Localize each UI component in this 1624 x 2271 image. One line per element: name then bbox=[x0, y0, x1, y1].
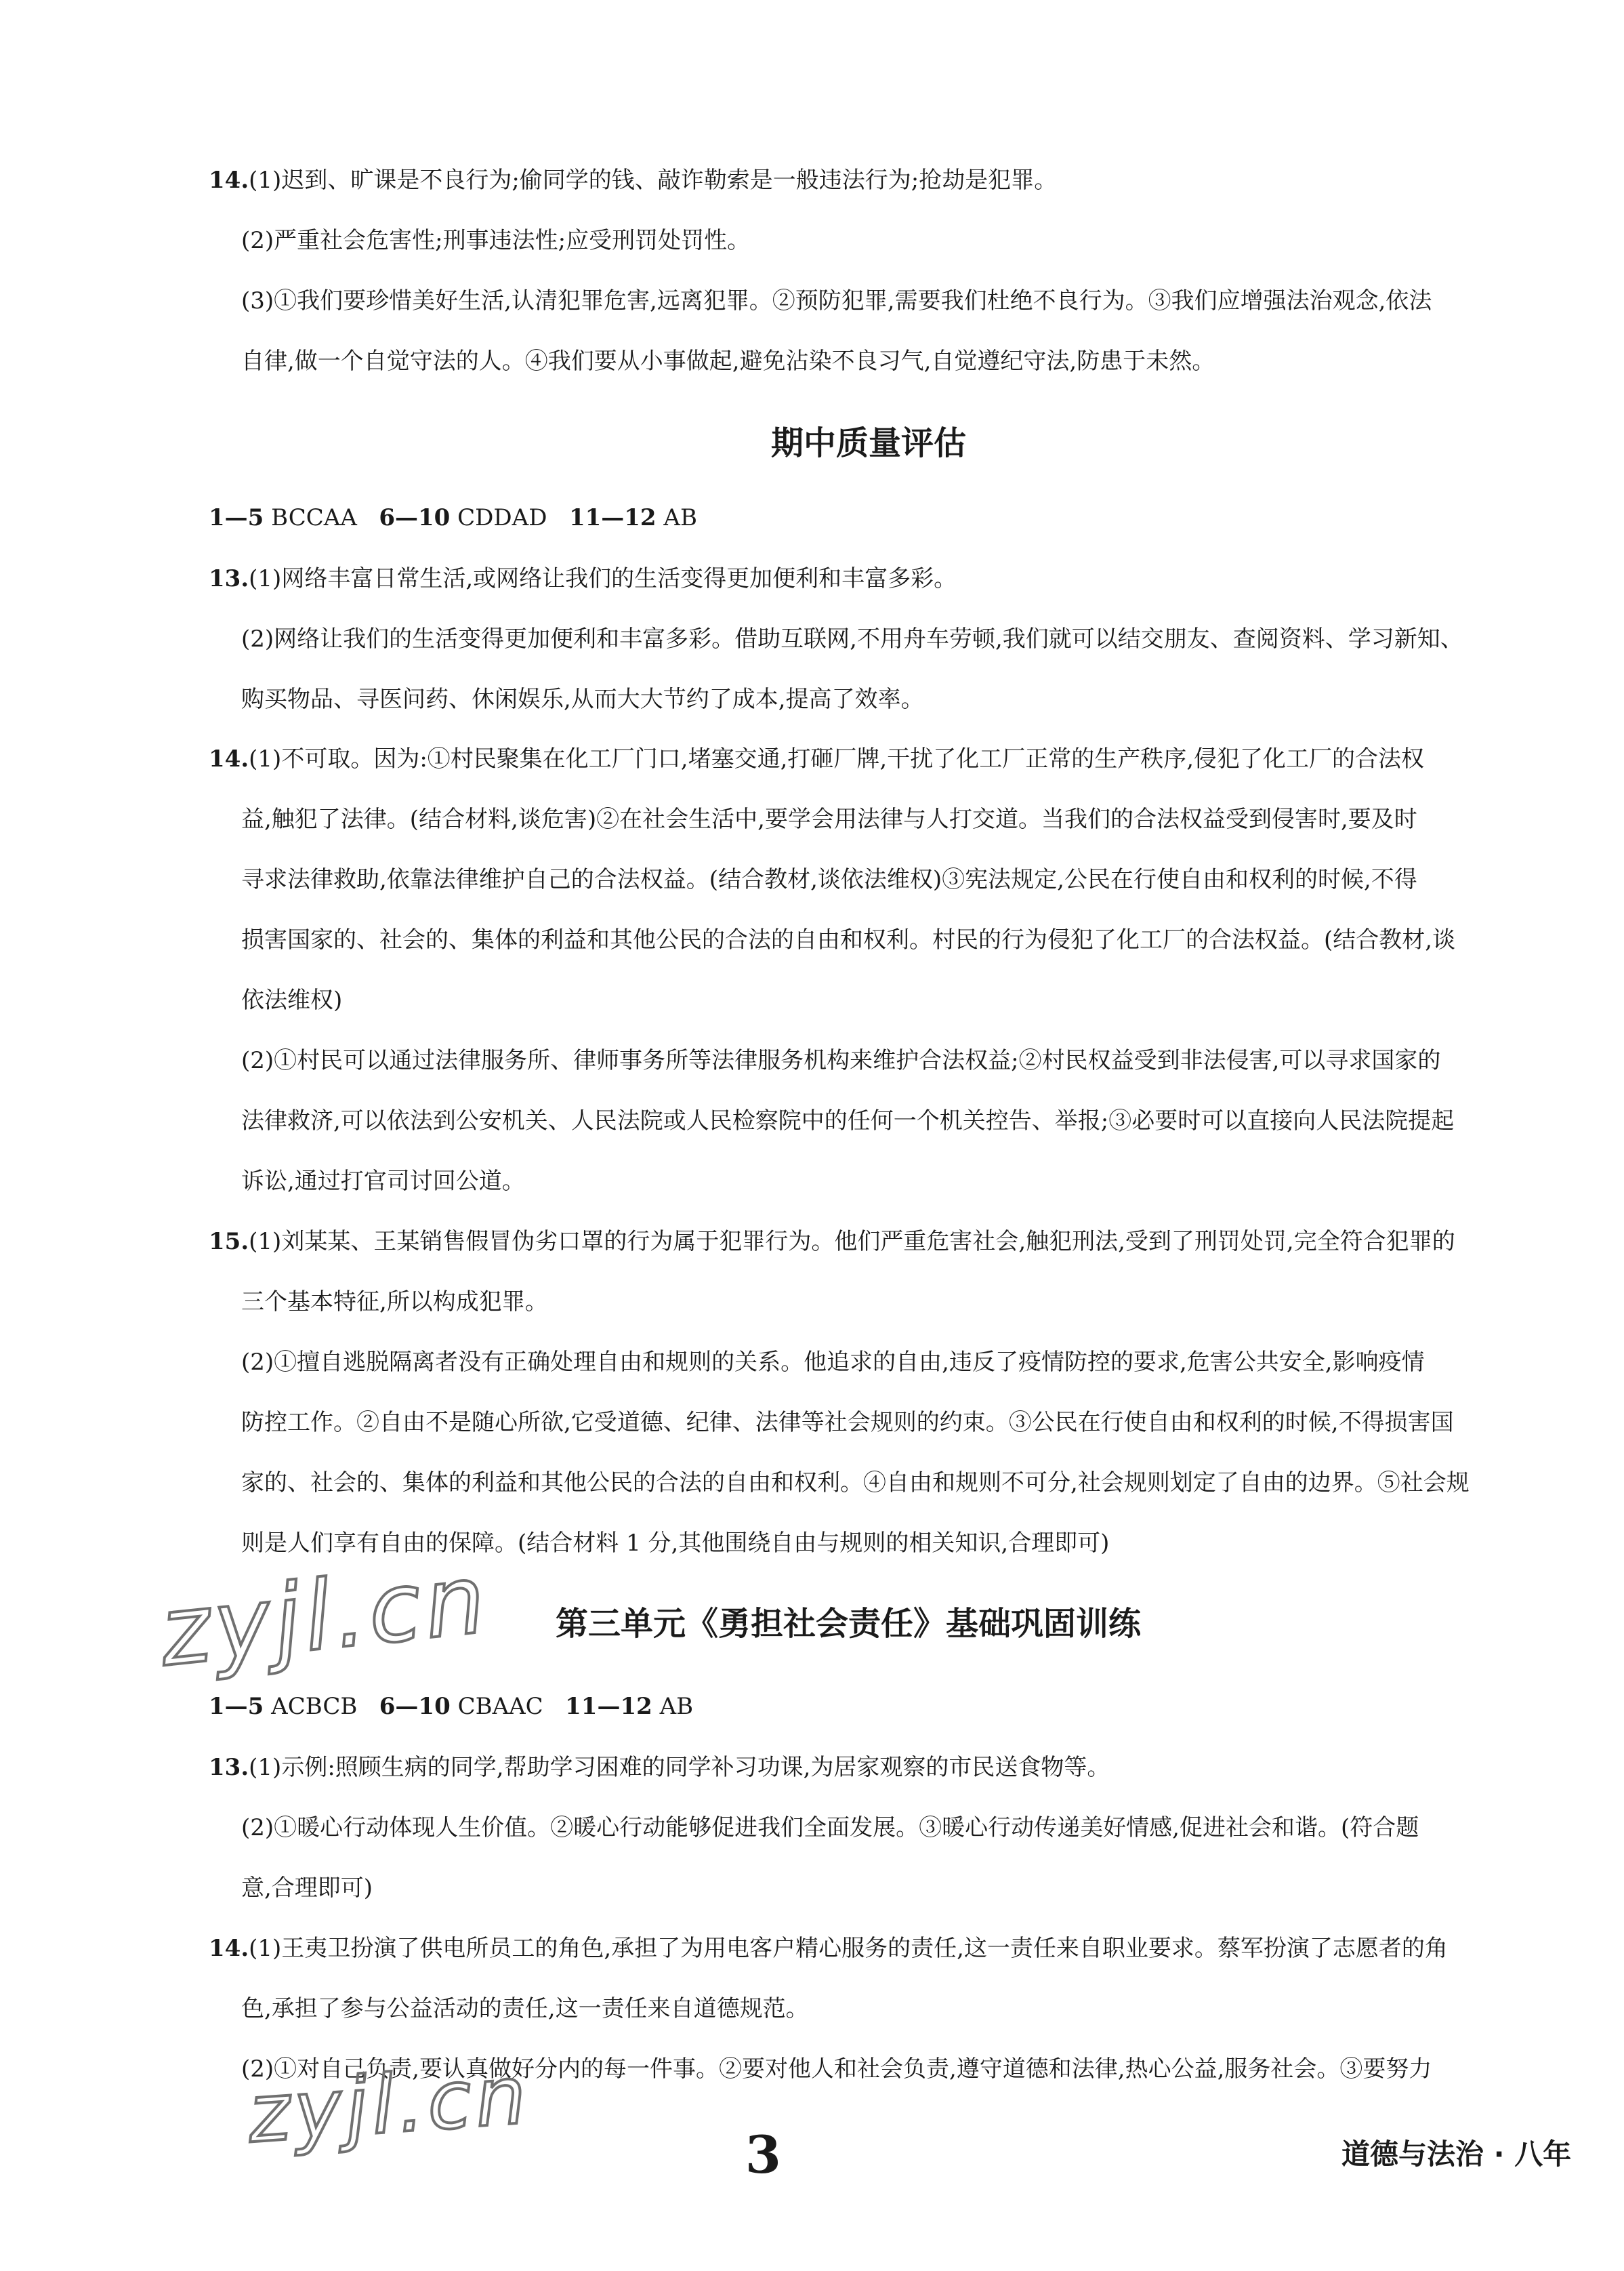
footer-subject-label: 道德与法治 · 八年 bbox=[1341, 2137, 1572, 2171]
answer-q14-part1-line3: 寻求法律救助,依靠法律维护自己的合法权益。(结合教材,谈依法维权)③宪法规定,公民在行使自由和权利的时候,不得 bbox=[241, 866, 1417, 893]
choice-range-2: 6—10 bbox=[379, 504, 451, 531]
answer-q14-part2-line1: (2)①对自己负责,要认真做好分内的每一件事。②要对他人和社会负责,遵守道德和法律,热心公益,服务社会。③要努力 bbox=[241, 2055, 1432, 2083]
question-number: 15. bbox=[209, 1228, 249, 1255]
answer-q15-part2-line3: 家的、社会的、集体的利益和其他公民的合法的自由和权利。④自由和规则不可分,社会规则划定了自由的边界。⑤社会规 bbox=[241, 1469, 1470, 1496]
answer-text: (1)不可取。因为:①村民聚集在化工厂门口,堵塞交通,打砸厂牌,干扰了化工厂正常的生产秩序,侵犯了化工厂的合法权 bbox=[249, 745, 1424, 773]
question-number: 14. bbox=[209, 1935, 249, 1962]
answer-q14-part2-line1: (2)①村民可以通过法律服务所、律师事务所等法律服务机构来维护合法权益;②村民权益受到非法侵害,可以寻求国家的 bbox=[241, 1047, 1441, 1074]
choice-answers-midterm bbox=[209, 504, 697, 531]
answer-text: (1)网络丰富日常生活,或网络让我们的生活变得更加便利和丰富多彩。 bbox=[249, 565, 957, 592]
question-number: 14. bbox=[209, 167, 249, 194]
answer-q15-part2-line2: 防控工作。②自由不是随心所欲,它受道德、纪律、法律等社会规则的约束。③公民在行使自由和权利的时候,不得损害国 bbox=[241, 1409, 1454, 1436]
answer-q14-part1-line2: 益,触犯了法律。(结合材料,谈危害)②在社会生活中,要学会用法律与人打交道。当我们的合法权益受到侵害时,要及时 bbox=[241, 806, 1417, 833]
choice-values-3: AB bbox=[659, 1693, 694, 1720]
answer-q14-part2: (2)严重社会危害性;刑事违法性;应受刑罚处罚性。 bbox=[241, 227, 751, 254]
page-number: 3 bbox=[745, 2125, 781, 2185]
answer-text: (1)示例:照顾生病的同学,帮助学习困难的同学补习功课,为居家观察的市民送食物等。 bbox=[249, 1754, 1110, 1781]
answer-q14-part1-line2: 色,承担了参与公益活动的责任,这一责任来自道德规范。 bbox=[241, 1995, 809, 2022]
answer-q14-part3-line2: 自律,做一个自觉守法的人。④我们要从小事做起,避免沾染不良习气,自觉遵纪守法,防患于未然。 bbox=[241, 348, 1215, 375]
choice-values-2: CBAAC bbox=[457, 1693, 543, 1720]
answer-q13-part2-line2: 意,合理即可) bbox=[241, 1875, 373, 1902]
answer-q14-part2-line3: 诉讼,通过打官司讨回公道。 bbox=[241, 1168, 525, 1195]
answer-q14-part1-line5: 依法维权) bbox=[241, 987, 343, 1014]
answer-q14-part1-line1 bbox=[209, 745, 1424, 773]
answer-text: (1)王夷卫扮演了供电所员工的角色,承担了为用电客户精心服务的责任,这一责任来自职业要求。蔡军扮演了志愿者的角 bbox=[249, 1935, 1448, 1962]
choice-range-3: 11—12 bbox=[565, 1693, 652, 1720]
question-number: 13. bbox=[209, 1754, 249, 1781]
choice-values-3: AB bbox=[663, 504, 697, 531]
watermark-logo: zyjl.cn bbox=[245, 2047, 533, 2161]
answer-q14-part1-line4: 损害国家的、社会的、集体的利益和其他公民的合法的自由和权利。村民的行为侵犯了化工厂的合法权益。(结合教材,谈 bbox=[241, 926, 1456, 954]
answer-q14-part1-line1 bbox=[209, 1935, 1448, 1962]
answer-q15-part2-line1: (2)①擅自逃脱隔离者没有正确处理自由和规则的关系。他追求的自由,违反了疫情防控的要求,危害公共安全,影响疫情 bbox=[241, 1349, 1425, 1376]
answer-q13-part2-line1: (2)①暖心行动体现人生价值。②暖心行动能够促进我们全面发展。③暖心行动传递美好情感,促进社会和谐。(符合题 bbox=[241, 1814, 1419, 1841]
choice-range-1: 1—5 bbox=[209, 504, 264, 531]
watermark-logo: zyjl.cn bbox=[154, 1544, 495, 1688]
answer-q13-part1 bbox=[209, 1754, 1110, 1781]
section-title-midterm: 期中质量评估 bbox=[771, 424, 967, 462]
answer-q14-part2-line2: 法律救济,可以依法到公安机关、人民法院或人民检察院中的任何一个机关控告、举报;③必要时可以直接向人民法院提起 bbox=[241, 1107, 1455, 1134]
answer-q14-part1 bbox=[209, 167, 1057, 194]
choice-range-2: 6—10 bbox=[379, 1693, 451, 1720]
choice-values-2: CDDAD bbox=[457, 504, 547, 531]
choice-values-1: ACBCB bbox=[271, 1693, 358, 1720]
answer-q13-part1 bbox=[209, 565, 957, 592]
answer-q13-part2-line2: 购买物品、寻医问药、休闲娱乐,从而大大节约了成本,提高了效率。 bbox=[241, 686, 924, 713]
section-title-unit3: 第三单元《勇担社会责任》基础巩固训练 bbox=[556, 1605, 1142, 1643]
answer-q15-part1-line2: 三个基本特征,所以构成犯罪。 bbox=[241, 1288, 548, 1315]
choice-range-3: 11—12 bbox=[568, 504, 657, 531]
answer-q15-part2-line4: 则是人们享有自由的保障。(结合材料 1 分,其他围绕自由与规则的相关知识,合理即可) bbox=[241, 1530, 1110, 1557]
question-number: 14. bbox=[209, 745, 249, 773]
question-number: 13. bbox=[209, 565, 249, 592]
choice-range-1: 1—5 bbox=[209, 1693, 264, 1720]
answer-q15-part1-line1 bbox=[209, 1228, 1455, 1255]
choice-values-1: BCCAA bbox=[271, 504, 357, 531]
choice-answers-unit3 bbox=[209, 1693, 693, 1720]
answer-q13-part2-line1: (2)网络让我们的生活变得更加便利和丰富多彩。借助互联网,不用舟车劳顿,我们就可以结交朋友、查阅资料、学习新知、 bbox=[241, 626, 1463, 653]
answer-text: (1)刘某某、王某销售假冒伪劣口罩的行为属于犯罪行为。他们严重危害社会,触犯刑法,受到了刑罚处罚,完全符合犯罪的 bbox=[249, 1228, 1455, 1255]
answer-text: (1)迟到、旷课是不良行为;偷同学的钱、敲诈勒索是一般违法行为;抢劫是犯罪。 bbox=[249, 167, 1058, 194]
answer-q14-part3-line1: (3)①我们要珍惜美好生活,认清犯罪危害,远离犯罪。②预防犯罪,需要我们杜绝不良行为。③我们应增强法治观念,依法 bbox=[241, 287, 1432, 314]
